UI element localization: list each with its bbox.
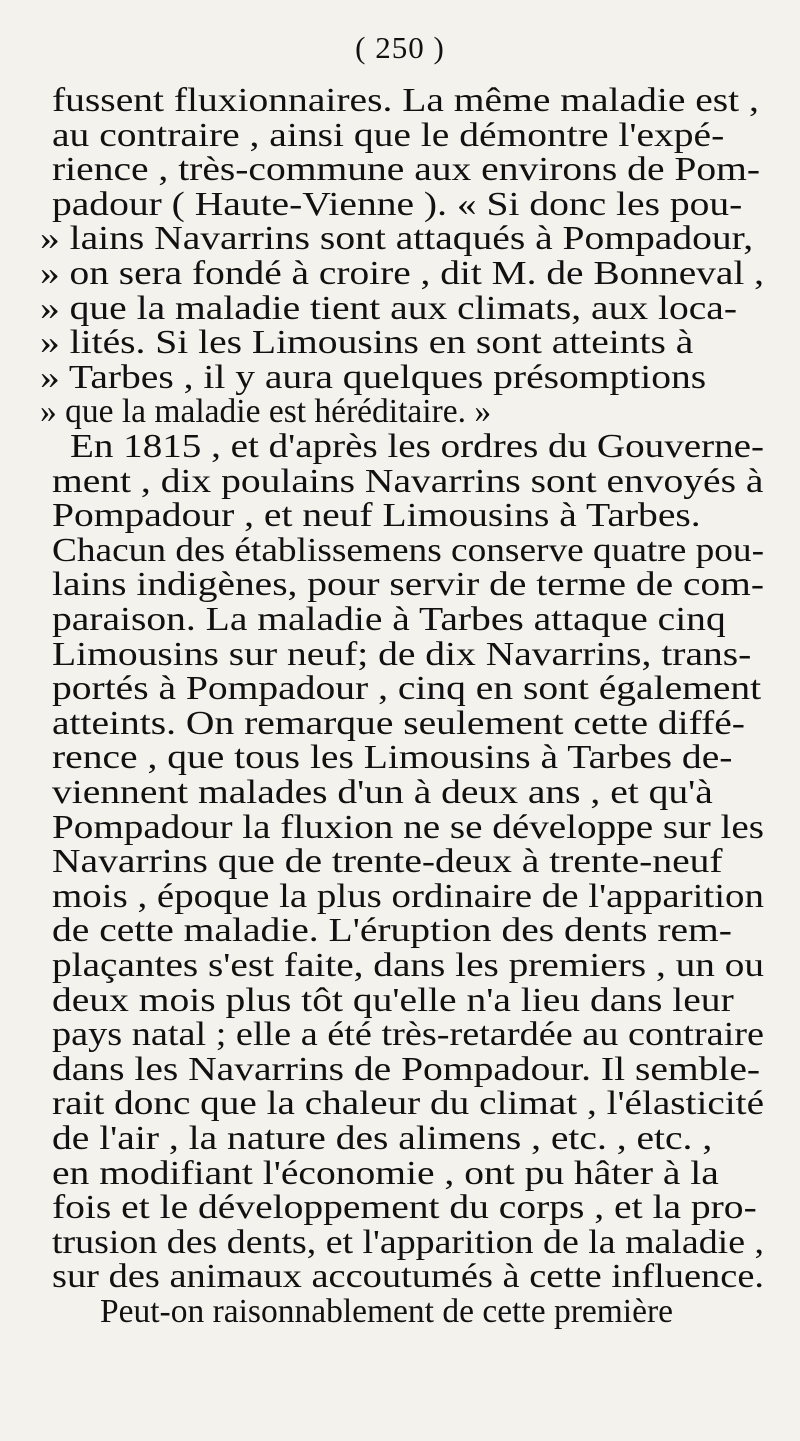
text-line: » on sera fondé à croire , dit M. de Bonneval ,: [40, 255, 764, 292]
text-line: au contraire , ainsi que le démontre l'expé-: [52, 116, 725, 154]
text-line: viennent malades d'un à deux ans , et qu'à: [52, 774, 713, 811]
text-line: portés à Pompadour , cinq en sont également: [52, 670, 762, 708]
text-line: lains indigènes, pour servir de terme de com-: [52, 566, 765, 604]
text-line: » que la maladie est héréditaire. »: [40, 393, 492, 431]
text-line: rait donc que la chaleur du climat , l'élasticité: [52, 1085, 764, 1123]
text-line: fussent fluxionnaires. La même maladie est ,: [52, 82, 759, 119]
text-line: Limousins sur neuf; de dix Navarrins, trans-: [52, 635, 752, 673]
text-line: Chacun des établissemens conserve quatre pou-: [52, 531, 765, 569]
text-line: fois et le développement du corps , et la pro-: [52, 1189, 757, 1227]
page-number: ( 250 ): [355, 30, 445, 65]
text-line: Pompadour , et neuf Limousins à Tarbes.: [52, 497, 701, 535]
text-line: sur des animaux accoutumés à cette influence.: [52, 1258, 764, 1296]
text-line: En 1815 , et d'après les ordres du Gouverne-: [70, 428, 765, 465]
text-line: » lités. Si les Limousins en sont atteints à: [40, 324, 694, 362]
text-line: padour ( Haute-Vienne ). « Si donc les pou-: [52, 185, 743, 223]
text-line: Pompadour la fluxion ne se développe sur les: [52, 808, 765, 846]
text-line: » que la maladie tient aux climats, aux loca-: [40, 289, 738, 327]
text-line: rence , que tous les Limousins à Tarbes de-: [52, 739, 733, 777]
text-line: » Tarbes , il y aura quelques présomptions: [40, 358, 707, 396]
text-line: ment , dix poulains Navarrins sont envoyés à: [52, 462, 764, 500]
text-line: trusion des dents, et l'apparition de la maladie ,: [52, 1223, 764, 1261]
text-line: plaçantes s'est faite, dans les premiers , un ou: [52, 947, 765, 984]
text-line: rience , très-commune aux environs de Pom-: [52, 151, 761, 189]
text-line: en modifiant l'économie , ont pu hâter à la: [52, 1154, 719, 1192]
text-line: » lains Navarrins sont attaqués à Pompadour,: [40, 220, 754, 258]
text-line: dans les Navarrins de Pompadour. Il semble-: [52, 1050, 761, 1088]
text-line: mois , époque la plus ordinaire de l'apparition: [52, 877, 764, 915]
text-line: de l'air , la nature des alimens , etc. , etc. ,: [52, 1120, 713, 1157]
text-line: Navarrins que de trente-deux à trente-neuf: [52, 843, 723, 881]
text-line: pays natal ; elle a été très-retardée au contraire: [52, 1016, 765, 1054]
text-line: deux mois plus tôt qu'elle n'a lieu dans leur: [52, 981, 734, 1019]
text-line: atteints. On remarque seulement cette diffé-: [52, 704, 745, 742]
text-line: Peut-on raisonnablement de cette première: [100, 1293, 673, 1330]
text-line: de cette maladie. L'éruption des dents rem-: [52, 912, 732, 950]
text-line: paraison. La maladie à Tarbes attaque cinq: [52, 601, 726, 638]
